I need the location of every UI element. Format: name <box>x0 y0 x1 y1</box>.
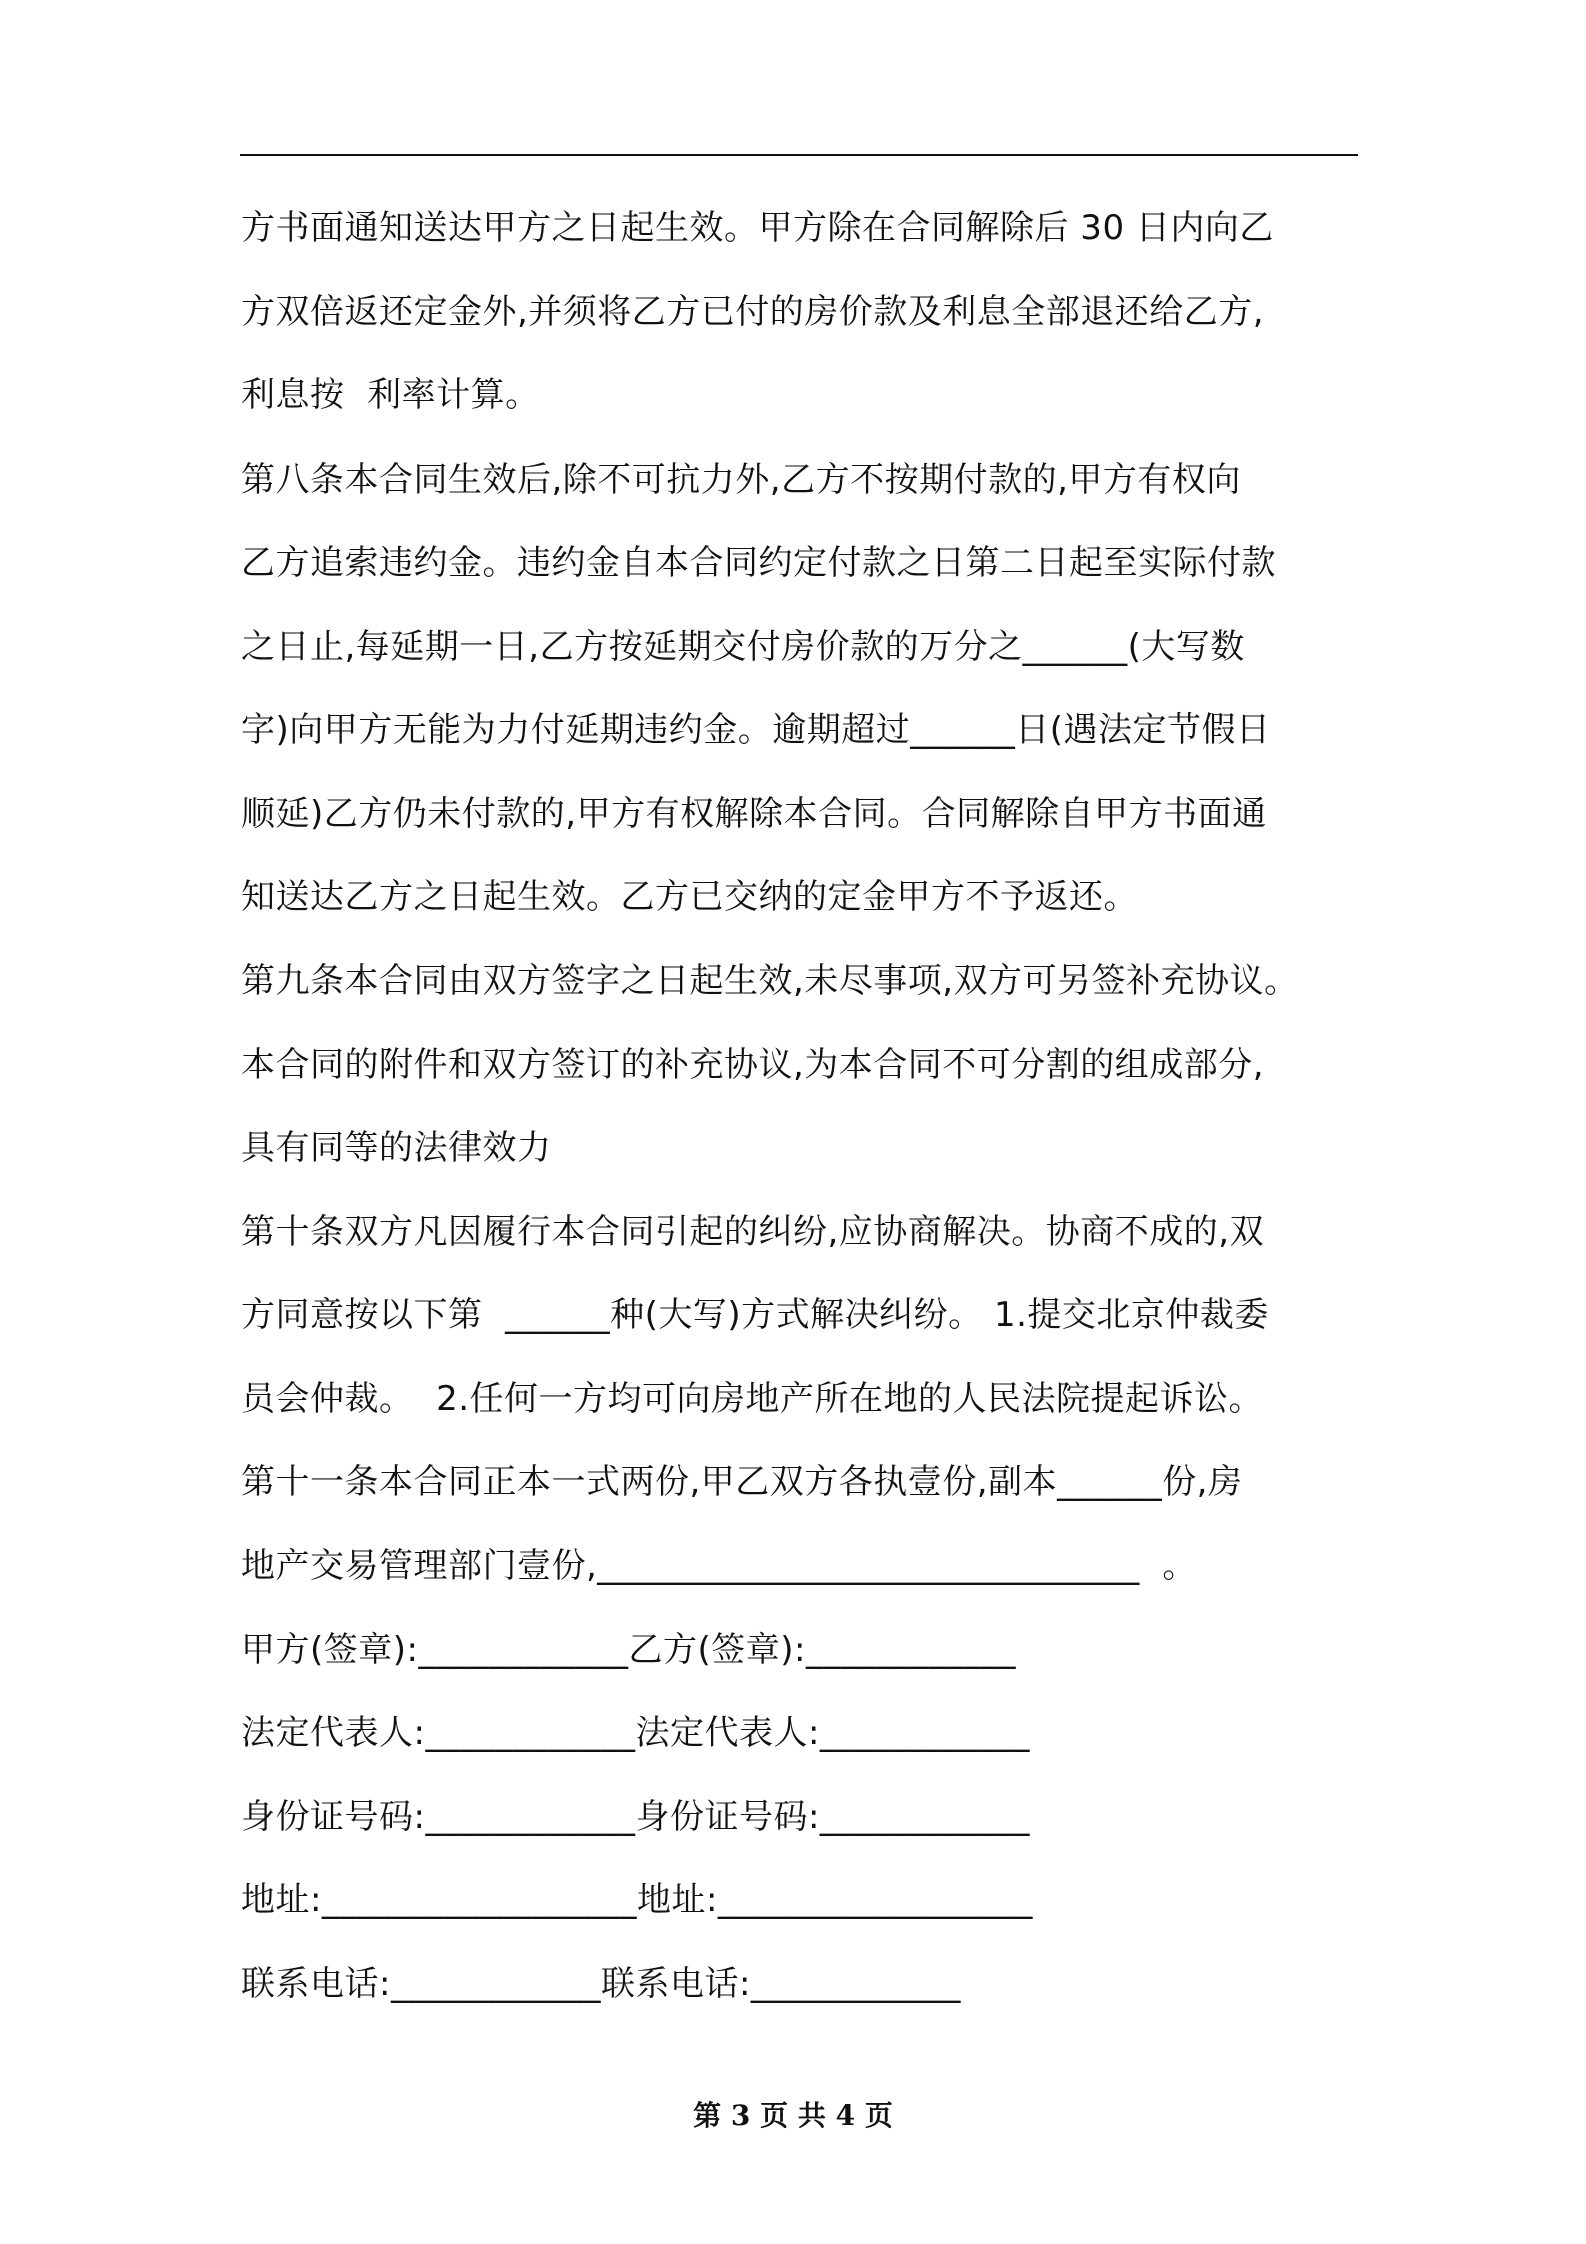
text-line-16: 第十一条本合同正本一式两份,甲乙双方各执壹份,副本______份,房 <box>241 1462 1243 1502</box>
text-line-15: 员会仲裁。 2.任何一方均可向房地产所在地的人民法院提起诉讼。 <box>241 1379 1264 1419</box>
signature-line-phone: 联系电话:____________联系电话:____________ <box>241 1964 961 2004</box>
text-line-13: 第十条双方凡因履行本合同引起的纠纷,应协商解决。协商不成的,双 <box>241 1212 1265 1252</box>
text-line-14: 方同意按以下第 ______种(大写)方式解决纠纷。 1.提交北京仲裁委 <box>241 1295 1269 1335</box>
signature-line-party: 甲方(签章):____________乙方(签章):____________ <box>241 1630 1016 1670</box>
text-line-8: 顺延)乙方仍未付款的,甲方有权解除本合同。合同解除自甲方书面通 <box>241 794 1267 834</box>
signature-line-id-number: 身份证号码:____________身份证号码:____________ <box>241 1797 1030 1837</box>
text-line-1: 方书面通知送达甲方之日起生效。甲方除在合同解除后 30 日内向乙 <box>241 208 1274 248</box>
text-line-6: 之日止,每延期一日,乙方按延期交付房价款的万分之______(大写数 <box>241 627 1245 667</box>
header-rule <box>240 154 1358 156</box>
text-line-4: 第八条本合同生效后,除不可抗力外,乙方不按期付款的,甲方有权向 <box>241 460 1241 500</box>
text-line-9: 知送达乙方之日起生效。乙方已交纳的定金甲方不予返还。 <box>241 877 1138 917</box>
text-line-12: 具有同等的法律效力 <box>241 1128 552 1168</box>
text-line-10: 第九条本合同由双方签字之日起生效,未尽事项,双方可另签补充协议。 <box>241 961 1299 1001</box>
signature-line-address: 地址:__________________地址:__________________ <box>241 1880 1033 1920</box>
text-line-17: 地产交易管理部门壹份,_______________________________ 。 <box>241 1546 1197 1586</box>
page-number-footer: 第 3 页 共 4 页 <box>693 2099 893 2132</box>
signature-line-representative: 法定代表人:____________法定代表人:____________ <box>241 1713 1030 1753</box>
text-line-11: 本合同的附件和双方签订的补充协议,为本合同不可分割的组成部分, <box>241 1045 1265 1085</box>
text-line-2: 方双倍返还定金外,并须将乙方已付的房价款及利息全部退还给乙方, <box>241 292 1265 332</box>
text-line-5: 乙方追索违约金。违约金自本合同约定付款之日第二日起至实际付款 <box>241 543 1276 583</box>
text-line-3: 利息按 利率计算。 <box>241 375 540 415</box>
text-line-7: 字)向甲方无能为力付延期违约金。逾期超过______日(遇法定节假日 <box>241 710 1271 750</box>
